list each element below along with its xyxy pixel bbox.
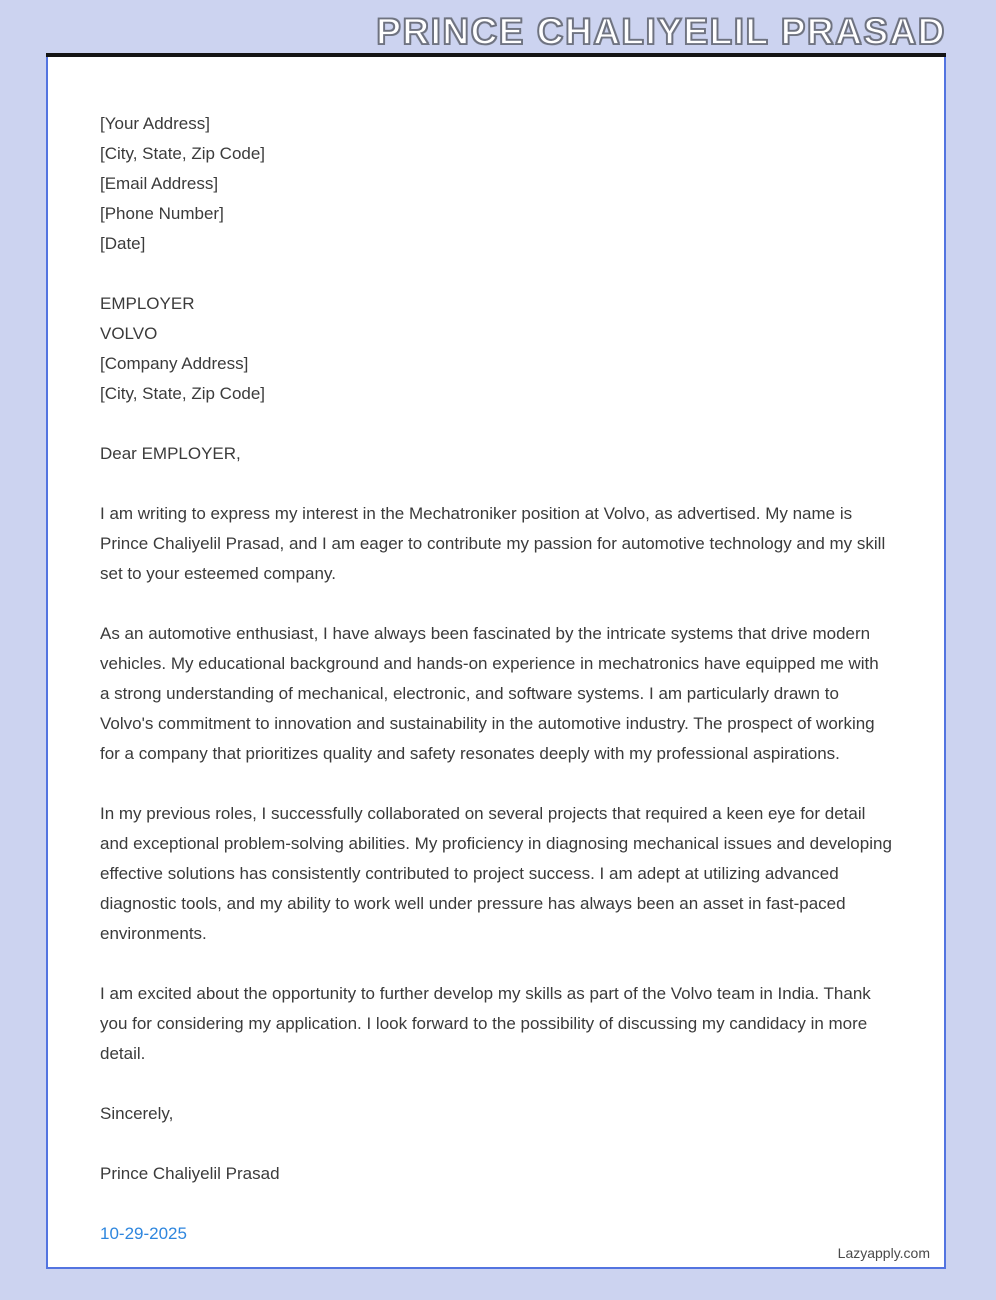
recipient-company-line: VOLVO (100, 324, 158, 343)
paragraph-intro: I am writing to express my interest in the Mechatroniker position at Volvo, as advertised. My name is Prince Chaliyelil Prasad, and I am eager to contribute my passion for automotive technology and my skill set to your esteemed company. (100, 504, 886, 583)
document-header (46, 10, 946, 50)
signature-date-link[interactable]: 10-29-2025 (100, 1224, 187, 1243)
applicant-name-heading: PRINCE CHALIYELIL PRASAD (376, 11, 946, 52)
sender-city-line: [City, State, Zip Code] (100, 144, 266, 163)
paragraph-experience: In my previous roles, I successfully collaborated on several projects that required a keen eye for detail and exceptional problem-solving abilities. My proficiency in diagnosing mechanical issues and developing effective solutions has consistently contributed to project success. I am adept at utilizing advanced diagnostic tools, and my ability to work well under pressure has always been an asset in fast-paced environments. (100, 804, 892, 943)
recipient-city-line: [City, State, Zip Code] (100, 384, 266, 403)
paragraph-closing: I am excited about the opportunity to further develop my skills as part of the Volvo team in India. Thank you for considering my application. I look forward to the possibility of discussing my candidacy in more detail. (100, 984, 871, 1063)
letter-page (46, 57, 946, 1269)
letter-body (100, 109, 892, 1249)
recipient-employer-line: EMPLOYER (100, 294, 195, 313)
recipient-block (100, 289, 892, 409)
lazyapply-watermark: Lazyapply.com (837, 1245, 930, 1261)
paragraph-background: As an automotive enthusiast, I have always been fascinated by the intricate systems that drive modern vehicles. My educational background and hands-on experience in mechatronics have equipped me with a strong understanding of mechanical, electronic, and software systems. I am particularly drawn to Volvo's commitment to innovation and sustainability in the automotive industry. The prospect of working for a company that prioritizes quality and safety resonates deeply with my professional aspirations. (100, 624, 879, 763)
sender-phone-line: [Phone Number] (100, 204, 224, 223)
sender-block (100, 109, 892, 259)
closing-line: Sincerely, (100, 1104, 174, 1123)
signature-name: Prince Chaliyelil Prasad (100, 1164, 280, 1183)
recipient-address-line: [Company Address] (100, 354, 249, 373)
sender-date-line: [Date] (100, 234, 146, 253)
sender-email-line: [Email Address] (100, 174, 219, 193)
salutation: Dear EMPLOYER, (100, 444, 241, 463)
document-frame (46, 10, 946, 1269)
sender-address-line: [Your Address] (100, 114, 210, 133)
